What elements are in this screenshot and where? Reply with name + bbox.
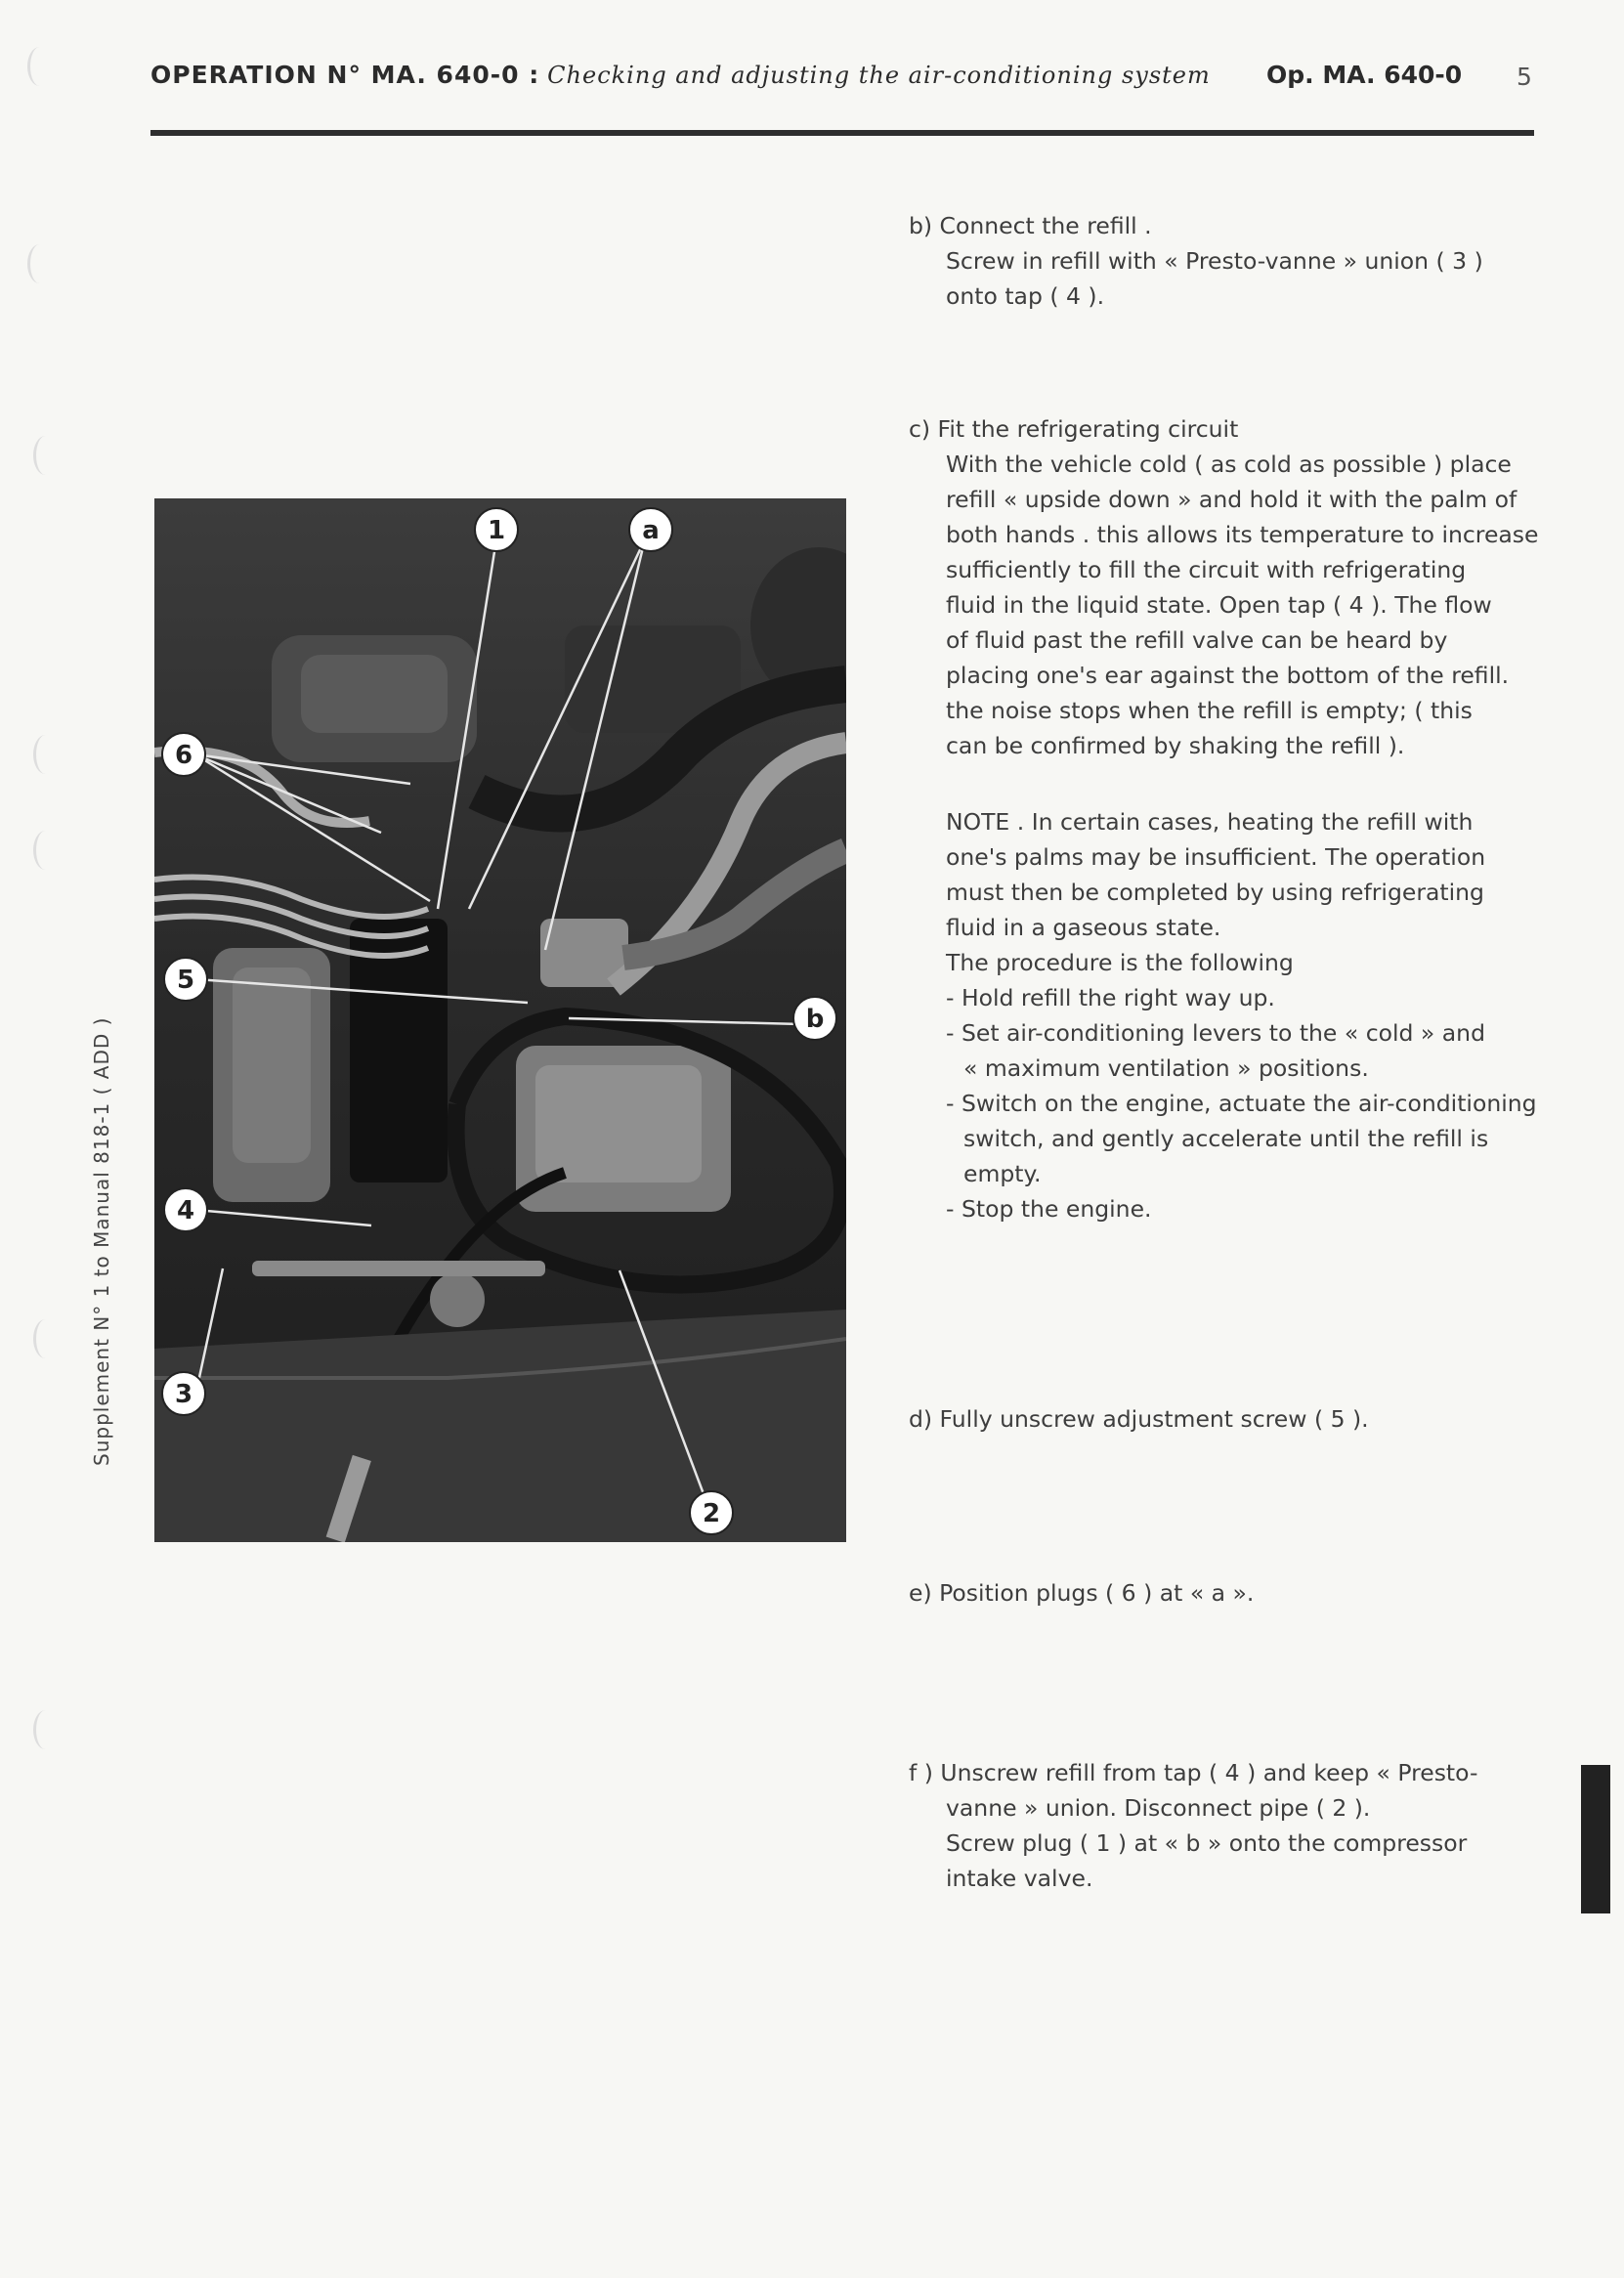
step-c-line: refill « upside down » and hold it with the palm of	[946, 486, 1517, 513]
callout-5: 5	[176, 966, 195, 995]
note-list-item: - Switch on the engine, actuate the air-conditioning	[946, 1090, 1537, 1117]
step-c	[909, 411, 1573, 763]
step-c-line: fluid in the liquid state. Open tap ( 4 ). The flow	[946, 591, 1492, 619]
note-line: The procedure is the following	[946, 949, 1294, 976]
step-b-line: Screw in refill with « Presto-vanne » union ( 3 )	[946, 247, 1483, 275]
step-f-line: Screw plug ( 1 ) at « b » onto the compressor	[946, 1829, 1468, 1857]
note-list-item: - Set air-conditioning levers to the « cold » and	[946, 1019, 1485, 1047]
header-rule	[150, 130, 1534, 136]
step-b-line: onto tap ( 4 ).	[946, 282, 1105, 310]
engine-bay-photo	[154, 498, 846, 1542]
step-f-line: vanne » union. Disconnect pipe ( 2 ).	[946, 1794, 1371, 1822]
step-c-line: placing one's ear against the bottom of the refill.	[946, 662, 1510, 689]
step-b-heading: b) Connect the refill .	[909, 212, 1152, 239]
note-list-item: - Hold refill the right way up.	[946, 984, 1275, 1011]
callout-6: 6	[174, 741, 193, 770]
step-c-heading: c) Fit the refrigerating circuit	[909, 415, 1239, 443]
step-c-line: can be confirmed by shaking the refill ).	[946, 732, 1405, 759]
callout-a: a	[642, 516, 660, 545]
supplement-side-text: Supplement N° 1 to Manual 818-1 ( ADD )	[90, 1016, 113, 1466]
step-c-line: both hands . this allows its temperature to increase	[946, 521, 1539, 548]
step-e-heading: e) Position plugs ( 6 ) at « a ».	[909, 1579, 1255, 1607]
step-f-heading: f ) Unscrew refill from tap ( 4 ) and keep « Presto-	[909, 1759, 1478, 1786]
step-d	[909, 1401, 1573, 1437]
note-block	[909, 804, 1573, 1226]
thumb-index-tab	[1581, 1765, 1610, 1913]
step-f-line: intake valve.	[946, 1865, 1093, 1892]
step-b	[909, 208, 1573, 314]
callout-3: 3	[174, 1380, 193, 1409]
step-e	[909, 1575, 1573, 1611]
note-line: fluid in a gaseous state.	[946, 914, 1221, 941]
note-list-item: « maximum ventilation » positions.	[963, 1054, 1369, 1082]
note-line: must then be completed by using refrigerating	[946, 879, 1484, 906]
note-line: NOTE . In certain cases, heating the refill with	[946, 808, 1474, 836]
note-line: one's palms may be insufficient. The operation	[946, 843, 1486, 871]
callout-b: b	[805, 1005, 825, 1034]
step-d-heading: d) Fully unscrew adjustment screw ( 5 ).	[909, 1405, 1369, 1433]
operation-title: Checking and adjusting the air-conditioning system	[547, 62, 1211, 89]
step-c-line: sufficiently to fill the circuit with refrigerating	[946, 556, 1467, 583]
page-number: 5	[1517, 63, 1532, 91]
step-c-line: of fluid past the refill valve can be heard by	[946, 626, 1448, 654]
operation-number: OPERATION N° MA. 640-0 :	[150, 61, 540, 89]
step-c-line: With the vehicle cold ( as cold as possible ) place	[946, 451, 1512, 478]
running-header	[150, 61, 1211, 89]
note-list-item: switch, and gently accelerate until the refill is	[963, 1125, 1489, 1152]
callout-4: 4	[176, 1196, 195, 1225]
step-f	[909, 1755, 1573, 1896]
step-c-line: the noise stops when the refill is empty; ( this	[946, 697, 1473, 724]
note-list-item: empty.	[963, 1160, 1042, 1187]
callout-1: 1	[487, 516, 506, 545]
note-list-item: - Stop the engine.	[946, 1195, 1152, 1223]
callout-2: 2	[702, 1499, 721, 1528]
operation-reference: Op. MA. 640-0	[1266, 61, 1463, 89]
